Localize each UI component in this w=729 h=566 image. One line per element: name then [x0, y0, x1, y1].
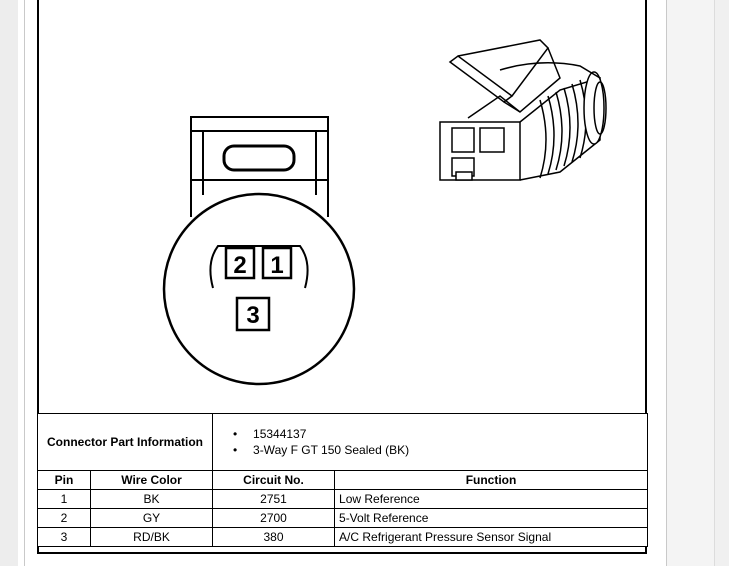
pin-label-2: 2: [233, 252, 247, 279]
table-row: [38, 528, 648, 547]
cell-circuit-no: 380: [213, 528, 335, 547]
table-row: [38, 509, 648, 528]
connector-info-table: [37, 413, 648, 547]
pin-label-3: 3: [246, 302, 260, 329]
cell-circuit-no: 2700: [213, 509, 335, 528]
cell-pin: 2: [38, 509, 91, 528]
bullet-icon: •: [233, 443, 238, 457]
cell-wire-color: BK: [91, 490, 213, 509]
cell-circuit-no: 2751: [213, 490, 335, 509]
cell-function: A/C Refrigerant Pressure Sensor Signal: [335, 528, 648, 547]
part-info-label: Connector Part Information: [38, 414, 213, 471]
cell-pin: 1: [38, 490, 91, 509]
connector-description: 3-Way F GT 150 Sealed (BK): [253, 443, 410, 457]
cell-function: 5-Volt Reference: [335, 509, 648, 528]
part-info-list-cell: [213, 414, 648, 471]
lock-release-button: [224, 146, 294, 170]
connector-face: [164, 194, 354, 384]
connector-end-view: [164, 117, 354, 384]
connector-isometric-view: [440, 40, 606, 180]
header-wire-color: Wire Color: [91, 471, 213, 490]
table-header-row: [38, 471, 648, 490]
cell-function: Low Reference: [335, 490, 648, 509]
part-info-item: [233, 426, 643, 442]
table-row: [38, 490, 648, 509]
cell-wire-color: RD/BK: [91, 528, 213, 547]
part-info-list: [217, 426, 643, 458]
cell-pin: 3: [38, 528, 91, 547]
header-pin: Pin: [38, 471, 91, 490]
cell-wire-color: GY: [91, 509, 213, 528]
pin-label-1: 1: [270, 252, 284, 279]
bullet-icon: •: [233, 427, 238, 441]
header-circuit-no: Circuit No.: [213, 471, 335, 490]
part-number: 15344137: [253, 427, 307, 441]
header-function: Function: [335, 471, 648, 490]
part-info-item: [233, 442, 643, 458]
